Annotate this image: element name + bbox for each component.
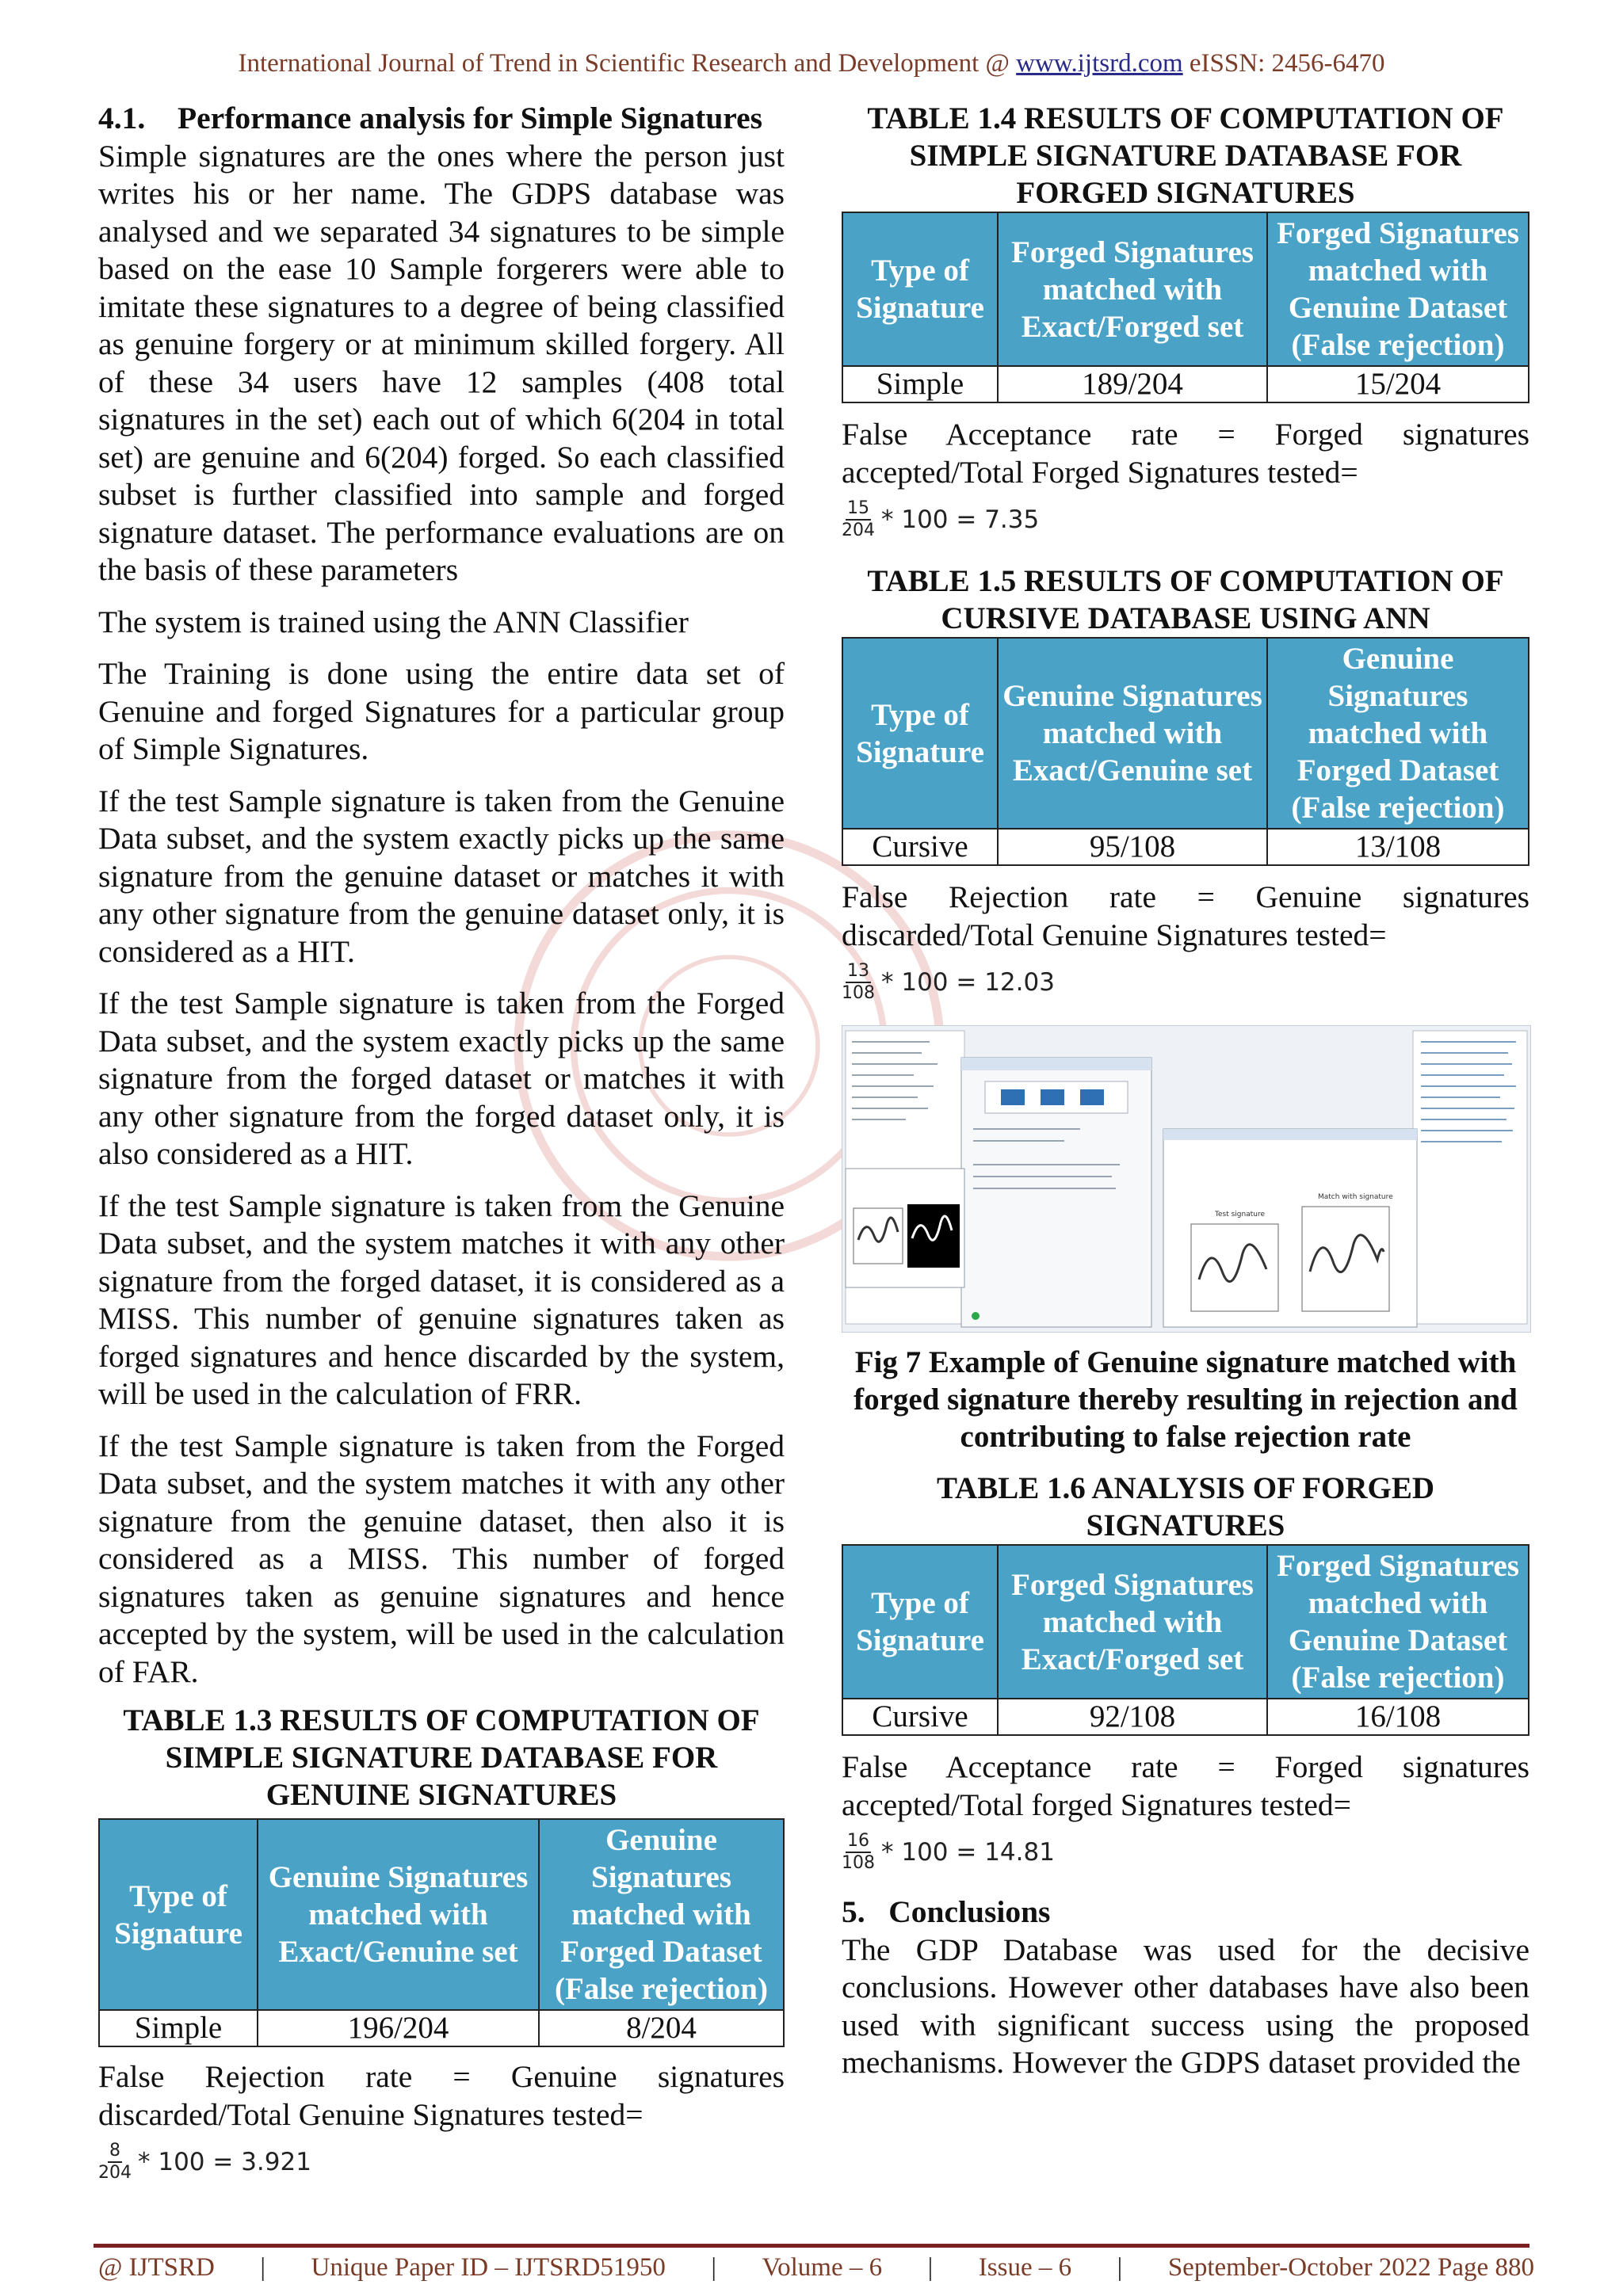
footer-separator: | [1117,2253,1123,2282]
paragraph-simple-signatures: Simple signatures are the ones where the person just writes his or her name. The GDPS database was analysed and we separated 34 signatures to be simple based on the ease 10 Sample forgerers were able to imitate these signatures to a degree of being classified as genuine forgery or at minimum skilled forgery. All of these 34 users have 12 samples (408 total signatures in the set) each out of which 6(204 in total set) are genuine and 6(204) forged. So each classified subset is further classified into sample and forged signature dataset. The performance evaluations are on the basis of these parameters [98,138,785,587]
paragraph-forged-hit: If the test Sample signature is taken from the Forged Data subset, and the system exactly picks up the same signature from the forged dataset or matches it with any other signature from the forged dataset only, it is also considered as a HIT. [98,986,785,1171]
fraction: $\frac{8}{204}$ [98,2141,132,2183]
issn: eISSN: 2456-6470 [1182,49,1385,78]
footer-rule [94,2244,1529,2248]
table-1-5 [842,637,1529,866]
table-header-cell: Type of Signature [99,1819,258,2010]
footer-separator: | [927,2253,934,2282]
fraction: $\frac{16}{108}$ [842,1831,875,1873]
footer-separator: | [260,2253,265,2282]
formula-frr-cursive: False Rejection rate = Genuine signatures discarded/Total Genuine Signatures tested= [842,879,1529,952]
running-footer [98,2253,1534,2283]
formula-result: $\frac{15}{204}$ * 100 = 7.35 [842,498,1040,540]
table-header-cell: Genuine Signatures matched with Forged Dataset (False rejection) [1267,638,1529,829]
formula-result: $\frac{13}{108}$ * 100 = 12.03 [842,961,1055,1003]
footer-separator: | [711,2253,716,2282]
table-cell: Cursive [842,1699,998,1735]
table-1-3 [98,1818,785,2047]
footer-issue: Issue – 6 [978,2253,1072,2282]
table-header-cell: Genuine Signatures matched with Forged Dataset (False rejection) [539,1819,784,2010]
table-1-4-title: TABLE 1.4 RESULTS OF COMPUTATION OF SIMPLE SIGNATURE DATABASE FOR FORGED SIGNATURES [867,101,1504,210]
table-cell: 16/108 [1267,1699,1529,1735]
journal-name: International Journal of Trend in Scientific Research and Development @ [238,49,1017,78]
table-header-cell: Type of Signature [842,638,998,829]
table-cell: 95/108 [998,829,1267,865]
match-signature-label: Match with signature [1318,1193,1393,1201]
paragraph-training: The Training is done using the entire data set of Genuine and forged Signatures for a particular group of Simple Signatures. [98,656,785,766]
section-heading [98,100,785,138]
figure-7-screenshot [842,1025,1531,1333]
formula-far-cursive: False Acceptance rate = Forged signatures accepted/Total forged Signatures tested= [842,1749,1529,1822]
figure-7-image [842,1026,1530,1332]
table-header-cell: Forged Signatures matched with Genuine Dataset (False rejection) [1267,212,1529,366]
table-cell: 15/204 [1267,366,1529,402]
fraction: $\frac{13}{108}$ [842,961,875,1003]
table-cell: 13/108 [1267,829,1529,865]
table-cell: 196/204 [258,2010,539,2046]
formula-far-simple: False Acceptance rate = Forged signatures accepted/Total Forged Signatures tested= [842,417,1529,490]
formula-result: $\frac{8}{204}$ * 100 = 3.921 [98,2141,311,2183]
table-cell: Simple [99,2010,258,2046]
table-header-cell: Type of Signature [842,212,998,366]
section-number: 5. [842,1894,865,1929]
table-cell: 92/108 [998,1699,1267,1735]
footer-journal: @ IJTSRD [98,2253,215,2282]
section-title: Performance analysis for Simple Signatures [178,101,763,135]
table-row [99,2010,784,2046]
table-1-3-title: TABLE 1.3 RESULTS OF COMPUTATION OF SIMPLE SIGNATURE DATABASE FOR GENUINE SIGNATURES [123,1703,760,1812]
formula-frr-simple: False Rejection rate = Genuine signatures discarded/Total Genuine Signatures tested= [98,2059,785,2132]
table-cell: Simple [842,366,998,402]
section-title: Conclusions [888,1894,1051,1929]
table-cell: 8/204 [539,2010,784,2046]
table-header-cell: Genuine Signatures matched with Exact/Genuine set [258,1819,539,2010]
fraction: $\frac{15}{204}$ [842,498,875,540]
footer-paper-id: Unique Paper ID – IJTSRD51950 [311,2253,666,2282]
table-cell: 189/204 [998,366,1267,402]
paragraph-forged-miss: If the test Sample signature is taken from the Forged Data subset, and the system matches it with any other signature from the genuine dataset, then also it is considered as a MISS. This number of forged signatures taken as genuine signatures and hence accepted by the system, will be used in the calculation of FAR. [98,1428,785,1689]
table-row [842,366,1529,402]
figure-7-caption: Fig 7 Example of Genuine signature matched with forged signature thereby resulting in rejection and contributing to false rejection rate [854,1345,1518,1454]
test-signature-label: Test signature [1215,1211,1265,1219]
table-1-4 [842,212,1529,403]
table-1-6-title: TABLE 1.6 ANALYSIS OF FORGED SIGNATURES [936,1471,1435,1543]
table-header-cell: Type of Signature [842,1545,998,1699]
table-header-cell: Forged Signatures matched with Exact/Forged set [998,212,1267,366]
table-header-cell: Genuine Signatures matched with Exact/Genuine set [998,638,1267,829]
section-number: 4.1. [98,101,146,135]
table-header-cell: Forged Signatures matched with Genuine Dataset (False rejection) [1267,1545,1529,1699]
paragraph-conclusions: The GDP Database was used for the decisive conclusions. However other databases have also been used with significant success using the proposed mechanisms. However the GDPS dataset provided the [842,1932,1529,2080]
table-row [842,1699,1529,1735]
right-column [842,100,1529,2096]
paragraph-ann-classifier: The system is trained using the ANN Classifier [98,604,689,639]
table-row [842,829,1529,865]
conclusions-heading [842,1894,1529,1932]
paragraph-genuine-hit: If the test Sample signature is taken from the Genuine Data subset, and the system exactly picks up the same signature from the genuine dataset or matches it with any other signature from the genuine dataset only, it is considered as a HIT. [98,783,785,969]
running-header [0,49,1623,78]
table-1-5-title: TABLE 1.5 RESULTS OF COMPUTATION OF CURSIVE DATABASE USING ANN [867,564,1504,635]
table-cell: Cursive [842,829,998,865]
table-1-6 [842,1544,1529,1736]
footer-date-page: September-October 2022 Page 880 [1167,2253,1534,2282]
formula-result: $\frac{16}{108}$ * 100 = 14.81 [842,1831,1055,1873]
table-header-cell: Forged Signatures matched with Exact/Forged set [998,1545,1267,1699]
paragraph-genuine-miss: If the test Sample signature is taken from the Genuine Data subset, and the system matches it with any other signature from the forged dataset, it is considered as a MISS. This number of genuine signatures taken as forged signatures and hence discarded by the system, will be used in the calculation of FRR. [98,1188,785,1411]
journal-url-link[interactable]: www.ijtsrd.com [1016,49,1183,78]
footer-volume: Volume – 6 [762,2253,883,2282]
left-column [98,100,785,2199]
